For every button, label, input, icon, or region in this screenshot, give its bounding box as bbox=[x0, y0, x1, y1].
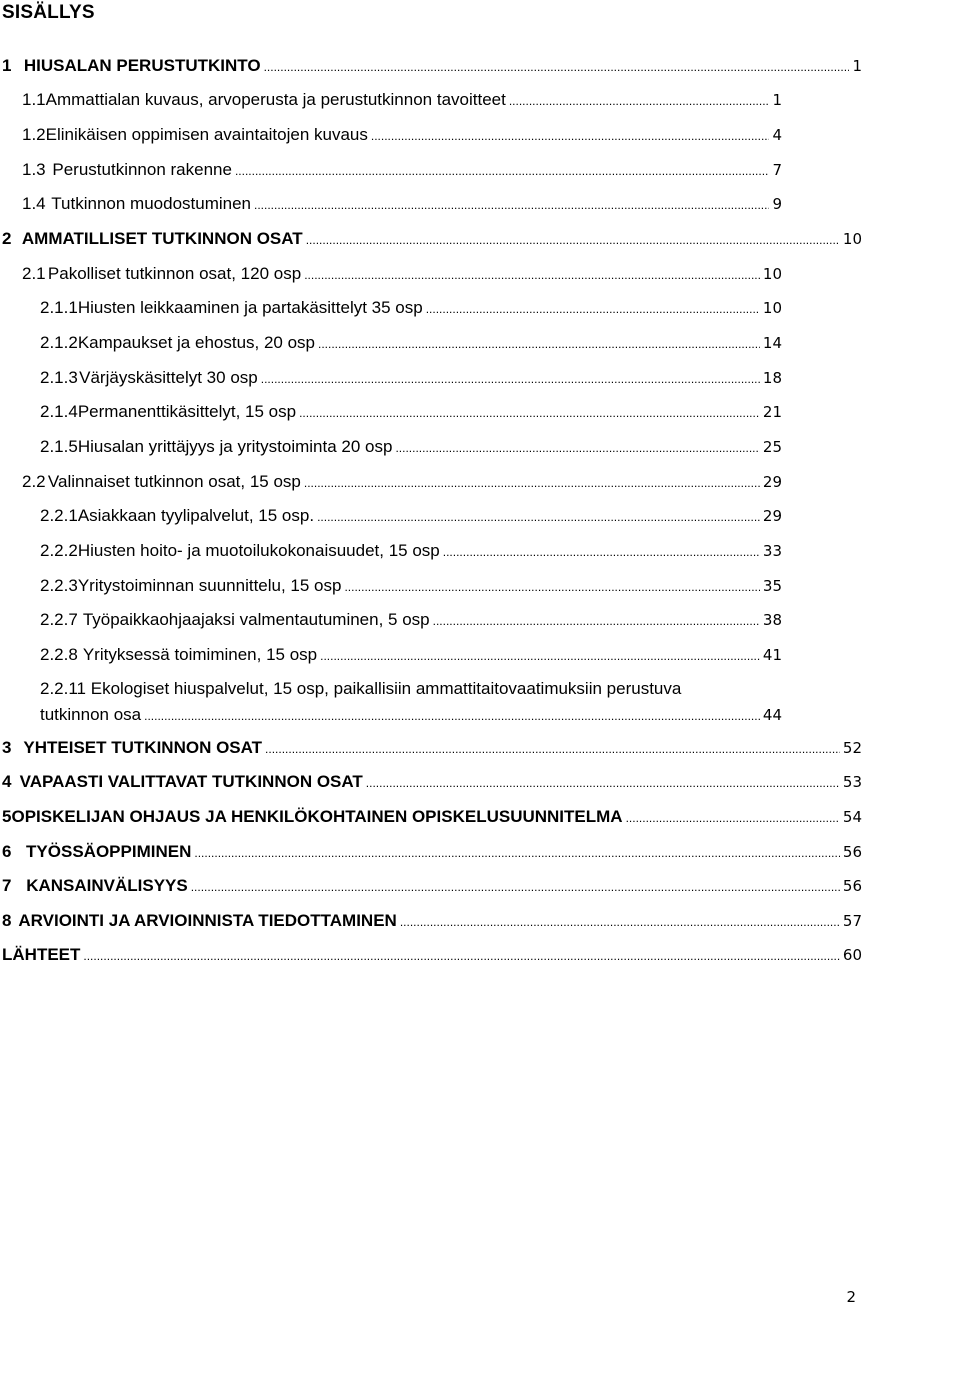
toc-entry-text: YHTEISET TUTKINNON OSAT bbox=[23, 738, 263, 757]
toc-entry[interactable] bbox=[40, 402, 782, 422]
dot-leader bbox=[320, 649, 760, 663]
toc-entry-text: Yrityksessä toimiminen, 15 osp bbox=[82, 645, 318, 664]
toc-entry[interactable] bbox=[40, 437, 782, 457]
toc-entry-number: 2.1.3 bbox=[40, 368, 78, 387]
toc-entry-page: 44 bbox=[762, 706, 782, 724]
toc-entry-number: 2.1.2 bbox=[40, 333, 78, 352]
toc-entry-number: 2.2.3 bbox=[40, 576, 78, 595]
dot-leader bbox=[433, 614, 760, 628]
toc-entry[interactable] bbox=[40, 298, 782, 318]
toc-entry[interactable] bbox=[2, 738, 862, 758]
toc-entry-text: Permanenttikäsittelyt, 15 osp bbox=[77, 402, 297, 421]
toc-entry-number: 2.2.7 bbox=[40, 610, 78, 629]
toc-entry[interactable] bbox=[2, 56, 862, 76]
toc-entry[interactable] bbox=[2, 945, 862, 965]
dot-leader bbox=[265, 742, 840, 756]
dot-leader bbox=[371, 129, 770, 143]
dot-leader bbox=[344, 580, 759, 594]
toc-entry-number: 4 bbox=[2, 772, 12, 791]
toc-entry-text: LÄHTEET bbox=[2, 945, 81, 964]
toc-entry-page: 10 bbox=[762, 299, 782, 317]
toc-entry[interactable] bbox=[40, 610, 782, 630]
toc-entry-text: TYÖSSÄOPPIMINEN bbox=[26, 842, 192, 861]
toc-entry-number: 3 bbox=[2, 738, 12, 757]
toc-entry-number: 1.1 bbox=[22, 90, 46, 109]
toc-entry-text: Tutkinnon muodostuminen bbox=[51, 194, 252, 213]
toc-entry-page: 57 bbox=[842, 912, 862, 930]
toc-entry-number: 2.1.5 bbox=[40, 437, 78, 456]
toc-entry-page: 14 bbox=[762, 334, 782, 352]
toc-entry-page: 4 bbox=[772, 126, 782, 144]
toc-entry-page: 29 bbox=[762, 473, 782, 491]
toc-title: SISÄLLYS bbox=[2, 2, 95, 23]
toc-entry-text: AMMATILLISET TUTKINNON OSAT bbox=[21, 229, 303, 248]
toc-entry-page: 9 bbox=[772, 195, 782, 213]
dot-leader bbox=[426, 302, 760, 316]
toc-entry-text: Hiusten hoito- ja muotoilukokonaisuudet, 15 osp bbox=[77, 541, 440, 560]
dot-leader bbox=[254, 198, 769, 212]
toc-entry-number: 8 bbox=[2, 911, 12, 930]
toc-entry-number: 6 bbox=[2, 842, 12, 861]
dot-leader bbox=[261, 372, 760, 386]
toc-entry-page: 35 bbox=[762, 577, 782, 595]
toc-entry-page: 60 bbox=[842, 946, 862, 964]
toc-entry-page: 41 bbox=[762, 646, 782, 664]
toc-entry-text: OPISKELIJAN OHJAUS JA HENKILÖKOHTAINEN OPISKELUSUUNNITELMA bbox=[11, 807, 623, 826]
dot-leader bbox=[83, 949, 840, 963]
toc-entry-page: 56 bbox=[842, 877, 862, 895]
toc-entry[interactable] bbox=[22, 264, 782, 284]
dot-leader bbox=[395, 441, 759, 455]
dot-leader bbox=[318, 337, 760, 351]
toc-entry[interactable] bbox=[2, 876, 862, 896]
toc-entry-line-1 bbox=[40, 679, 681, 699]
toc-entry[interactable] bbox=[40, 576, 782, 596]
dot-leader bbox=[144, 709, 760, 723]
toc-entry-page: 52 bbox=[842, 739, 862, 757]
toc-entry-text: Kampaukset ja ehostus, 20 osp bbox=[77, 333, 316, 352]
toc-entry-text: tutkinnon osa bbox=[40, 705, 142, 724]
toc-entry[interactable] bbox=[40, 368, 782, 388]
toc-entry-page: 38 bbox=[762, 611, 782, 629]
dot-leader bbox=[626, 811, 840, 825]
toc-entry-number: 1 bbox=[2, 56, 12, 75]
dot-leader bbox=[235, 164, 770, 178]
toc-entry-page: 1 bbox=[852, 57, 862, 75]
toc-entry[interactable] bbox=[22, 160, 782, 180]
toc-entry-number: 2.2.2 bbox=[40, 541, 78, 560]
toc-entry-text: Ekologiset hiuspalvelut, 15 osp, paikallisiin ammattitaitovaatimuksiin perustuva bbox=[90, 679, 682, 698]
dot-leader bbox=[306, 233, 840, 247]
toc-entry[interactable] bbox=[40, 506, 782, 526]
toc-entry[interactable] bbox=[22, 125, 782, 145]
toc-entry-number: 5 bbox=[2, 807, 12, 826]
toc-entry-page: 54 bbox=[842, 808, 862, 826]
toc-entry-text: ARVIOINTI JA ARVIOINNISTA TIEDOTTAMINEN bbox=[18, 911, 397, 930]
toc-entry[interactable] bbox=[22, 90, 782, 110]
toc-entry[interactable] bbox=[2, 807, 862, 827]
toc-entry-text: Valinnaiset tutkinnon osat, 15 osp bbox=[47, 472, 301, 491]
toc-entry-number: 2.2.11 bbox=[40, 679, 87, 698]
toc-entry[interactable] bbox=[40, 705, 782, 725]
toc-entry-page: 33 bbox=[762, 542, 782, 560]
toc-entry-text: Työpaikkaohjaajaksi valmentautuminen, 5 osp bbox=[82, 610, 430, 629]
toc-entry-number: 2 bbox=[2, 229, 12, 248]
dot-leader bbox=[366, 776, 840, 790]
toc-entry[interactable] bbox=[2, 911, 862, 931]
toc-entry-number: 1.3 bbox=[22, 160, 46, 179]
toc-entry-page: 21 bbox=[762, 403, 782, 421]
toc-entry-number: 2.2.1 bbox=[40, 506, 78, 525]
toc-entry-text: Värjäyskäsittelyt 30 osp bbox=[79, 368, 258, 387]
toc-entry-text: Perustutkinnon rakenne bbox=[52, 160, 232, 179]
toc-entry-number: 1.2 bbox=[22, 125, 46, 144]
toc-entry-page: 1 bbox=[772, 91, 782, 109]
toc-entry[interactable] bbox=[40, 645, 782, 665]
toc-entry-number: 2.2 bbox=[22, 472, 46, 491]
toc-entry-number: 2.2.8 bbox=[40, 645, 78, 664]
toc-entry-page: 10 bbox=[842, 230, 862, 248]
toc-entry-text: Pakolliset tutkinnon osat, 120 osp bbox=[47, 264, 302, 283]
toc-entry-text: Elinikäisen oppimisen avaintaitojen kuvaus bbox=[45, 125, 368, 144]
toc-entry-number: 2.1.1 bbox=[40, 298, 78, 317]
toc-entry[interactable] bbox=[40, 541, 782, 561]
toc-entry-text: VAPAASTI VALITTAVAT TUTKINNON OSAT bbox=[19, 772, 363, 791]
dot-leader bbox=[443, 545, 760, 559]
dot-leader bbox=[194, 846, 840, 860]
toc-entry[interactable] bbox=[40, 333, 782, 353]
toc-entry-page: 53 bbox=[842, 773, 862, 791]
dot-leader bbox=[400, 915, 840, 929]
toc-entry-page: 56 bbox=[842, 843, 862, 861]
toc-entry-text: Asiakkaan tyylipalvelut, 15 osp. bbox=[77, 506, 315, 525]
toc-entry-text: Hiusten leikkaaminen ja partakäsittelyt 35 osp bbox=[77, 298, 423, 317]
toc-entry-number: 2.1 bbox=[22, 264, 46, 283]
toc-entry-text: Yritystoiminnan suunnittelu, 15 osp bbox=[77, 576, 342, 595]
dot-leader bbox=[304, 476, 760, 490]
toc-entry[interactable] bbox=[2, 842, 862, 862]
toc-entry-number: 1.4 bbox=[22, 194, 46, 213]
toc-entry-page: 10 bbox=[762, 265, 782, 283]
dot-leader bbox=[509, 94, 770, 108]
dot-leader bbox=[299, 406, 760, 420]
toc-entry[interactable] bbox=[22, 472, 782, 492]
dot-leader bbox=[191, 880, 840, 894]
dot-leader bbox=[304, 268, 760, 282]
toc-entry-text: KANSAINVÄLISYYS bbox=[26, 876, 188, 895]
toc-entry-text: Ammattialan kuvaus, arvoperusta ja perustutkinnon tavoitteet bbox=[45, 90, 506, 109]
toc-entry[interactable] bbox=[2, 772, 862, 792]
toc-entry-page: 18 bbox=[762, 369, 782, 387]
page-number: 2 bbox=[846, 1288, 856, 1306]
toc-entry-text: HIUSALAN PERUSTUTKINTO bbox=[23, 56, 261, 75]
toc-entry-page: 7 bbox=[772, 161, 782, 179]
toc-entry[interactable] bbox=[22, 194, 782, 214]
toc-entry-number: 7 bbox=[2, 876, 12, 895]
dot-leader bbox=[264, 60, 850, 74]
toc-entry-page: 25 bbox=[762, 438, 782, 456]
dot-leader bbox=[317, 510, 760, 524]
toc-entry-text: Hiusalan yrittäjyys ja yritystoiminta 20 osp bbox=[77, 437, 393, 456]
toc-entry-page: 29 bbox=[762, 507, 782, 525]
toc-entry[interactable] bbox=[2, 229, 862, 249]
toc-entry-number: 2.1.4 bbox=[40, 402, 78, 421]
